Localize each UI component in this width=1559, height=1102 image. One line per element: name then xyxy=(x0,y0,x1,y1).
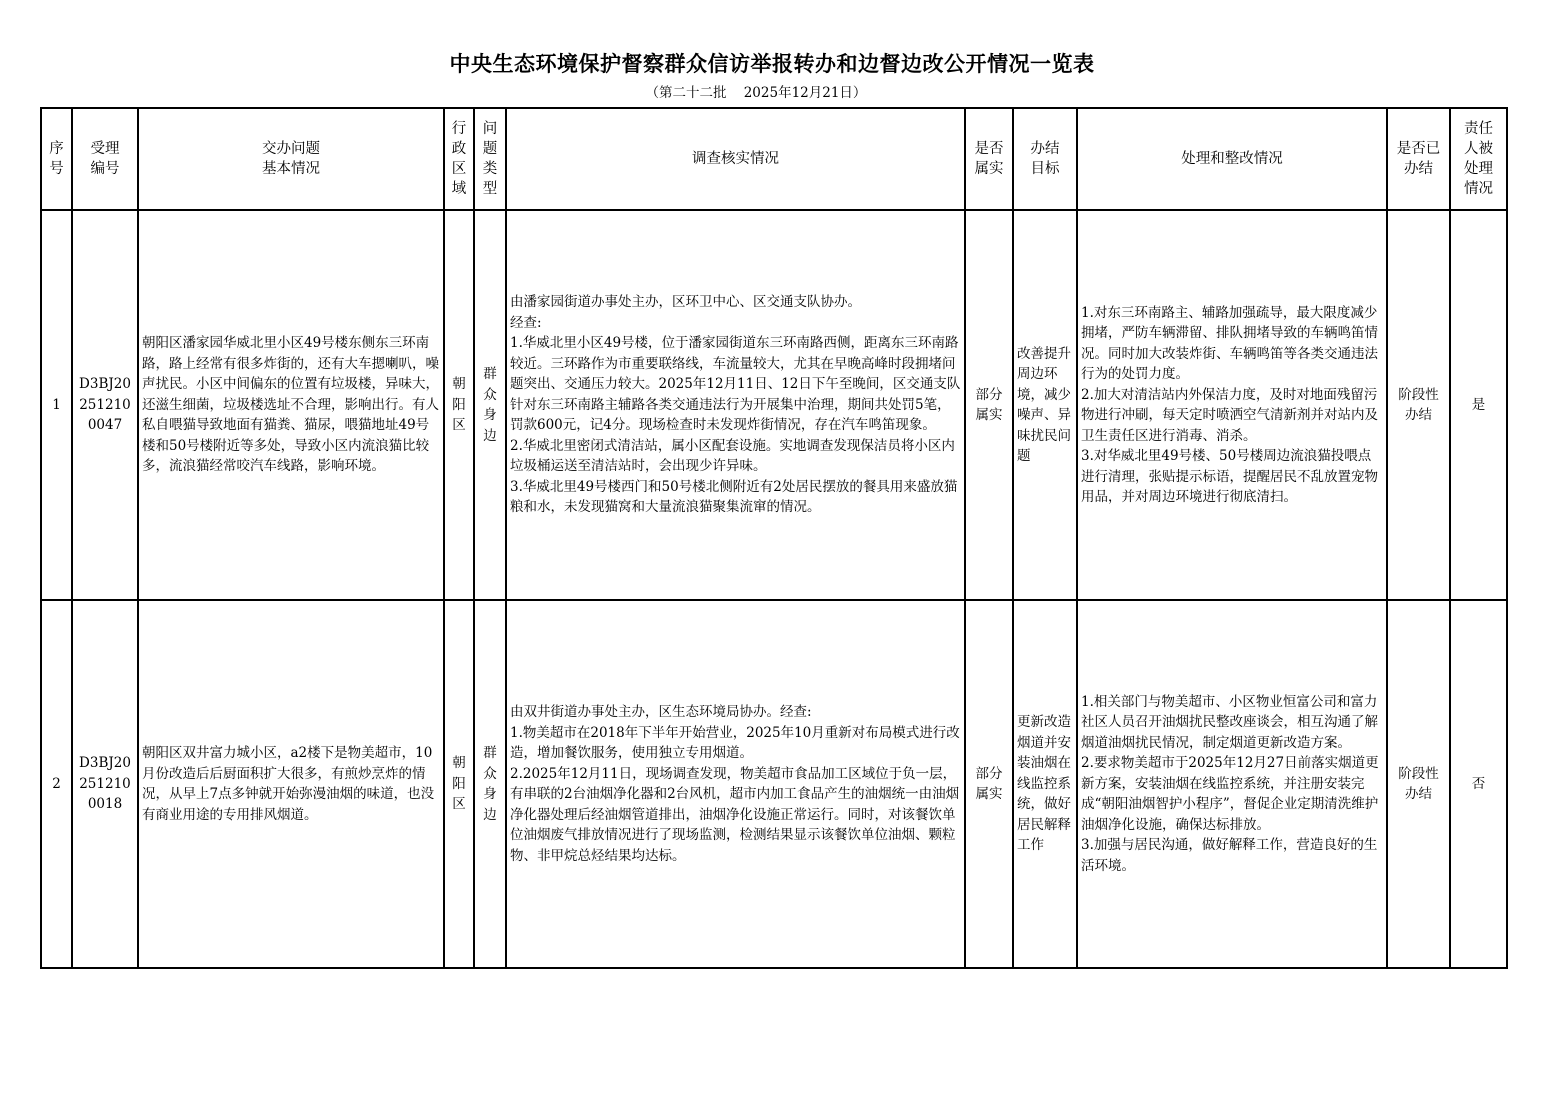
table-row xyxy=(41,600,1507,968)
cell-case-number: D3BJ20 251210 0047 xyxy=(72,210,138,600)
cell-region: 朝 阳 区 xyxy=(444,600,474,968)
cell-problem: 朝阳区双井富力城小区，a2楼下是物美超市，10月份改造后后厨面积扩大很多，有煎炒烹炸的情况，从早上7点多钟就开始弥漫油烟的味道，也没有商业用途的专用排风烟道。 xyxy=(138,600,444,968)
cell-verified: 部分 属实 xyxy=(965,600,1013,968)
cell-seq: 2 xyxy=(41,600,72,968)
cell-verified: 部分 属实 xyxy=(965,210,1013,600)
page-subtitle: （第二十二批 2025年12月21日） xyxy=(645,85,867,101)
cell-investigation: 由潘家园街道办事处主办，区环卫中心、区交通支队协办。 经查: 1.华威北里小区49号楼，位于潘家园街道东三环南路西侧，距离东三环南路较近。三环路作为市重要联络线，车流量较大，尤其在早晚高峰时段拥堵问题突出、交通压力较大。2025年12月11日、12日下午至晚间，区交通支队针对东三环南路主辅路各类交通违法行为开展集中治理，期间共处罚5笔，罚款600元，记4分。现场检查时未发现炸街情况，存在汽车鸣笛现象。 2.华威北里密闭式清洁站，属小区配套设施。实地调查发现保洁员将小区内垃圾桶运送至清洁站时，会出现少许异味。 3.华威北里49号楼西门和50号楼北侧附近有2处居民摆放的餐具用来盛放猫粮和水，未发现猫窝和大量流浪猫聚集流窜的情况。 xyxy=(506,210,965,600)
header-handling: 处理和整改情况 xyxy=(1077,108,1387,210)
header-region: 行 政 区 域 xyxy=(444,108,474,210)
header-problem: 交办问题 基本情况 xyxy=(138,108,444,210)
cell-completed: 阶段性 办结 xyxy=(1387,600,1450,968)
header-accountability: 责任 人被 处理 情况 xyxy=(1450,108,1507,210)
cell-problem-type: 群 众 身 边 xyxy=(474,600,506,968)
cell-accountability: 否 xyxy=(1450,600,1507,968)
cell-goal: 更新改造烟道并安装油烟在线监控系统，做好居民解释工作 xyxy=(1013,600,1077,968)
cell-accountability: 是 xyxy=(1450,210,1507,600)
header-problem-type: 问 题 类 型 xyxy=(474,108,506,210)
disclosure-table xyxy=(40,107,1508,969)
cell-problem: 朝阳区潘家园华威北里小区49号楼东侧东三环南路，路上经常有很多炸街的，还有大车摁喇叭，噪声扰民。小区中间偏东的位置有垃圾楼，异味大，还滋生细菌，垃圾楼选址不合理，影响出行。有人私自喂猫导致地面有猫粪、猫尿，喂猫地址49号楼和50号楼附近等多处，导致小区内流浪猫比较多，流浪猫经常咬汽车线路，影响环境。 xyxy=(138,210,444,600)
header-goal: 办结 目标 xyxy=(1013,108,1077,210)
cell-completed: 阶段性 办结 xyxy=(1387,210,1450,600)
table-row xyxy=(41,210,1507,600)
header-seq: 序 号 xyxy=(41,108,72,210)
cell-region: 朝 阳 区 xyxy=(444,210,474,600)
header-completed: 是否已 办结 xyxy=(1387,108,1450,210)
header-verified: 是否 属实 xyxy=(965,108,1013,210)
cell-case-number: D3BJ20 251210 0018 xyxy=(72,600,138,968)
cell-goal: 改善提升周边环境，减少噪声、异味扰民问题 xyxy=(1013,210,1077,600)
cell-handling: 1.对东三环南路主、辅路加强疏导，最大限度减少拥堵，严防车辆滞留、排队拥堵导致的车辆鸣笛情况。同时加大改装炸街、车辆鸣笛等各类交通违法行为的处罚力度。 2.加大对清洁站内外保洁力度，及时对地面残留污物进行冲刷，每天定时喷洒空气清新剂并对站内及卫生责任区进行消毒、消杀。 3.对华威北里49号楼、50号楼周边流浪猫投喂点进行清理，张贴提示标语，提醒居民不乱放置宠物用品，并对周边环境进行彻底清扫。 xyxy=(1077,210,1387,600)
cell-investigation: 由双井街道办事处主办，区生态环境局协办。经查: 1.物美超市在2018年下半年开始营业，2025年10月重新对布局模式进行改造，增加餐饮服务，使用独立专用烟道。 2.2025年12月11日，现场调查发现，物美超市食品加工区域位于负一层，有串联的2台油烟净化器和2台风机，超市内加工食品产生的油烟统一由油烟净化器处理后经油烟管道排出，油烟净化设施正常运行。同时，对该餐饮单位油烟废气排放情况进行了现场监测，检测结果显示该餐饮单位油烟、颗粒物、非甲烷总烃结果均达标。 xyxy=(506,600,965,968)
header-investigation: 调查核实情况 xyxy=(506,108,965,210)
cell-seq: 1 xyxy=(41,210,72,600)
cell-handling: 1.相关部门与物美超市、小区物业恒富公司和富力社区人员召开油烟扰民整改座谈会，相互沟通了解烟道油烟扰民情况，制定烟道更新改造方案。 2.要求物美超市于2025年12月27日前落实烟道更新方案，安装油烟在线监控系统，并注册安装完成“朝阳油烟智护小程序”，督促企业定期清洗维护油烟净化设施，确保达标排放。 3.加强与居民沟通，做好解释工作，营造良好的生活环境。 xyxy=(1077,600,1387,968)
header-case-number: 受理 编号 xyxy=(72,108,138,210)
cell-problem-type: 群 众 身 边 xyxy=(474,210,506,600)
table-header-row xyxy=(41,108,1507,210)
page-title: 中央生态环境保护督察群众信访举报转办和边督边改公开情况一览表 xyxy=(449,52,1095,76)
